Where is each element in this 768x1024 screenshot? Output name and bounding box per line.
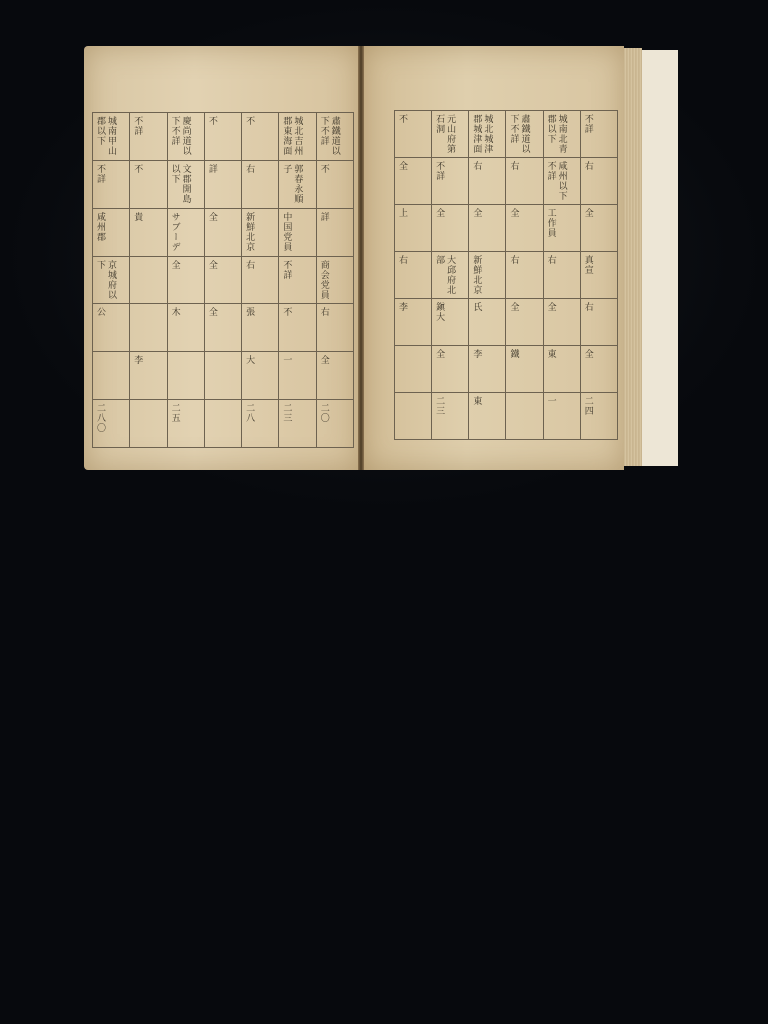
right-page-cell [395,299,432,346]
right-page-cell [506,299,543,346]
left-page-cell [242,400,279,448]
right-page-cell-text: 右 [508,161,519,171]
left-page-cell [279,304,316,352]
right-page-cell-text: 城南北青郡以下 [545,114,567,154]
right-page-cell-text: 一 [545,396,556,406]
left-page-cell-text: 咸州郡 [95,211,105,242]
left-page-cell-text: 詳 [318,211,329,222]
right-page [362,46,624,470]
right-page-cell [395,346,432,393]
left-page-cell-text: 全 [318,355,329,366]
left-page-cell [130,352,167,400]
right-page-cell [580,205,617,252]
left-page-cell [93,400,130,448]
right-page-cell [580,158,617,205]
left-page-cell-text: 右 [318,307,329,318]
left-page-cell [93,208,130,256]
right-page-cell-text: 右 [508,255,519,265]
right-page-cell-text: 二四 [582,396,593,416]
right-page-cell-text: 鎭大 [434,302,445,322]
right-page-cell-text: 咸州以下不詳 [545,161,567,201]
left-page-cell [316,208,353,256]
right-page-cell-text: 肅鐵道以下不詳 [508,114,530,154]
left-page-row [93,352,354,400]
right-page-cell-text [395,346,397,392]
left-page-row [93,256,354,304]
right-page-cell-text: 右 [545,255,556,265]
right-page-cell [395,393,432,440]
right-page-cell [543,299,580,346]
right-page-cell [432,252,469,299]
left-page-cell-text: 京城府以下 [95,259,116,300]
right-page-cell-text: 新鮮北京 [471,255,482,295]
left-page-cell-text [93,352,95,399]
left-page-cell [204,400,241,448]
left-page-cell [316,256,353,304]
left-page-cell-text [205,400,207,447]
left-page-cell-text: 右 [244,163,255,174]
right-page-cell [432,111,469,158]
right-page-cell [506,393,543,440]
left-page-cell [242,160,279,208]
left-page-cell [242,256,279,304]
right-page-row [395,158,618,205]
left-page-cell-text: 郭春永順子 [281,163,303,204]
right-page-cell [543,205,580,252]
right-page-row [395,393,618,440]
right-page-cell-text: 全 [582,349,593,359]
left-page-cell [279,208,316,256]
book-spine [358,46,364,470]
left-page-cell [279,400,316,448]
right-page-cell-text: 鐵 [508,349,519,359]
right-page-cell-text: 大邱府北部 [434,255,456,295]
left-page-cell-text: 商会党員 [318,259,329,300]
left-page-cell [204,352,241,400]
left-page-cell-text: 大 [244,355,255,366]
right-page-cell-text: 工作員 [545,208,556,238]
left-page-cell-text: 不 [206,116,217,126]
right-page-cell [469,299,506,346]
right-page-cell [580,393,617,440]
right-page-cell-text: 全 [434,208,445,218]
left-page-cell-text: 肅鐵道以下不詳 [318,116,340,156]
right-page-row [395,252,618,299]
left-page-cell-text: 公 [95,307,105,318]
right-page-cell-text: 不詳 [582,114,593,134]
right-page-cell-text: 全 [508,302,519,312]
right-page-cell [469,205,506,252]
left-page-cell-text [130,400,132,447]
right-page-cell-text: 全 [545,302,556,312]
left-page-cell [204,208,241,256]
left-page-row [93,113,354,161]
left-page-cell [204,304,241,352]
right-page-cell-text: 元山府第石洞 [434,114,456,154]
left-page-cell [167,208,204,256]
left-page [84,46,360,470]
left-page-cell [279,352,316,400]
right-page-cell [469,346,506,393]
right-page-cell [506,111,543,158]
left-page-cell-text [130,257,132,304]
left-page-cell-text: 全 [169,259,180,270]
left-page-cell-text: 中国党員 [281,211,292,252]
left-page-cell [279,256,316,304]
right-page-cell-text [506,393,508,439]
right-page-cell [432,158,469,205]
left-page-cell-text: 二五 [169,403,180,424]
left-page-cell [204,160,241,208]
left-page-cell-text: 不詳 [281,259,292,280]
right-page-cell-text: 右 [397,255,407,265]
left-page-cell [316,352,353,400]
right-page-cell-text: 全 [434,349,445,359]
right-page-cell-text: 東 [545,349,556,359]
left-page-cell-text: 全 [206,307,217,318]
right-page-cell [469,158,506,205]
right-page-cell-text: 不 [397,114,407,124]
left-page-cell [316,113,353,161]
left-page-cell [242,113,279,161]
right-page-cell-text: 氏 [471,302,482,312]
left-page-cell-text: サブーデ [169,211,180,252]
right-page-row [395,346,618,393]
right-page-row [395,111,618,158]
left-page-cell-text [168,352,170,399]
right-page-cell [469,393,506,440]
left-page-cell-text: 全 [206,211,217,222]
left-page-cell-text: 不 [244,116,255,126]
left-page-row [93,208,354,256]
right-page-cell [395,205,432,252]
right-page-cell-text: 全 [582,208,593,218]
left-page-cell-text: 李 [132,355,143,366]
left-page-cell [130,208,167,256]
left-page-row [93,160,354,208]
right-page-cell [506,205,543,252]
right-page-cell [543,252,580,299]
left-page-cell [167,160,204,208]
left-page-cell [93,256,130,304]
left-page-cell-text: 不 [132,163,143,174]
left-page-cell-text: 貴 [132,211,143,222]
left-page-cell-text: 一 [281,355,292,366]
right-page-cell-text: 東 [471,396,482,406]
left-page-cell-text: 新鮮北京 [244,211,255,252]
left-page-cell [167,256,204,304]
left-page-row [93,400,354,448]
right-page-cell [543,346,580,393]
right-page-cell [543,158,580,205]
left-page-cell-text: 二八 [244,403,255,424]
left-page-cell [242,352,279,400]
left-page-cell [279,113,316,161]
right-page-cell-text: 全 [508,208,519,218]
right-page-cell-text: 真宣 [582,255,593,275]
right-page-cell [432,299,469,346]
right-page-cell [580,299,617,346]
left-page-cell [316,160,353,208]
left-page-cell [130,160,167,208]
left-page-cell-text: 木 [169,307,180,318]
left-page-cell [93,352,130,400]
left-page-cell-text: 城南甲山郡以下 [95,116,116,156]
left-page-cell [130,304,167,352]
right-page-cell [395,111,432,158]
right-page-cell [506,158,543,205]
right-page-cell [432,393,469,440]
left-page-cell-text: 不詳 [95,163,105,184]
left-page-cell [93,160,130,208]
right-page-row [395,299,618,346]
right-page-cell [395,158,432,205]
left-page-cell [130,400,167,448]
left-page-cell-text: 右 [244,259,255,270]
right-page-cell [469,111,506,158]
right-page-cell [580,111,617,158]
right-page-cell [432,205,469,252]
left-page-cell [204,113,241,161]
left-page-cell-text: 城北吉州郡東海面 [281,116,303,156]
right-page-cell-text: 上 [397,208,407,218]
left-page-cell [316,400,353,448]
left-page-cell-text [205,352,207,399]
right-page-row [395,205,618,252]
right-page-cell [543,393,580,440]
left-page-row [93,304,354,352]
left-page-cell [242,208,279,256]
left-page-cell [130,113,167,161]
right-page-cell-text: 李 [397,302,407,312]
right-page-cell-text: 右 [582,161,593,171]
right-page-cell [580,252,617,299]
right-page-cell [469,252,506,299]
left-page-cell [93,113,130,161]
left-page-cell-text: 慶尚道以下不詳 [169,116,191,156]
left-page-cell-text: 二八〇 [95,403,105,434]
page-stack-edge [624,48,642,466]
left-page-cell-text: 張 [244,307,255,318]
left-page-cell [279,160,316,208]
left-page-cell [130,256,167,304]
right-page-cell [543,111,580,158]
right-page-cell-text: 二三 [434,396,445,416]
left-page-cell-text: 不 [281,307,292,318]
right-page-cell-text: 全 [397,161,407,171]
left-page-cell-text: 全 [206,259,217,270]
left-page-cell [204,256,241,304]
right-page-cell-text: 不詳 [434,161,445,181]
left-page-cell-text: 不詳 [132,116,143,136]
right-page-cell [432,346,469,393]
right-page-cell-text [395,393,397,439]
left-page-cell-text: 二三 [281,403,292,424]
right-page-cell-text: 城北城津郡城津面 [471,114,493,154]
open-book [84,40,680,474]
right-register-table [394,110,618,440]
right-page-cell-text: 右 [582,302,593,312]
left-page-cell-text [130,304,132,351]
left-register-table [92,112,354,448]
right-page-cell [506,346,543,393]
left-page-cell [167,113,204,161]
right-page-cell [580,346,617,393]
right-page-cell [395,252,432,299]
left-page-cell-text: 詳 [206,163,217,174]
left-page-cell [242,304,279,352]
left-page-cell [167,352,204,400]
left-page-cell [167,400,204,448]
right-page-cell-text: 右 [471,161,482,171]
right-page-cell-text: 全 [471,208,482,218]
left-page-cell-text: 文郡開島以下 [169,163,191,204]
back-cover-edge [642,50,678,466]
right-page-cell-text: 李 [471,349,482,359]
right-page-cell [506,252,543,299]
left-page-cell-text: 二〇 [318,403,329,424]
left-page-cell [316,304,353,352]
left-page-cell [167,304,204,352]
left-page-cell-text: 不 [318,163,329,174]
left-page-cell [93,304,130,352]
